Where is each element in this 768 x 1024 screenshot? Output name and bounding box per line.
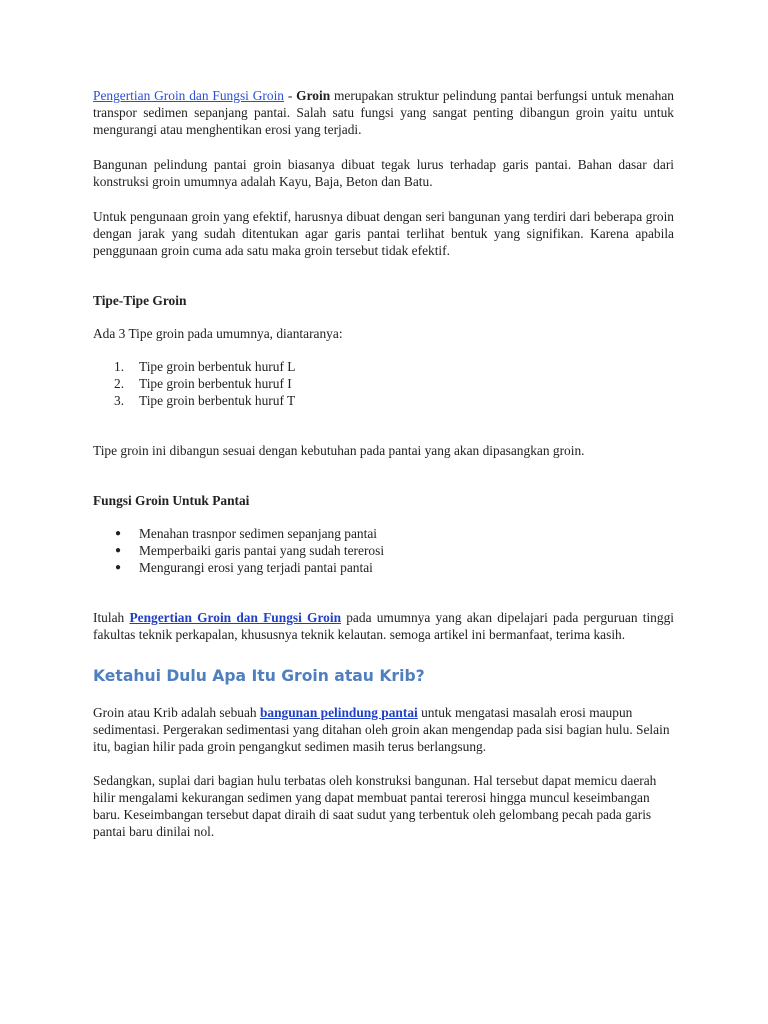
intro-rest: merupakan struktur pelindung pantai berfungsi untuk menahan transpor sedimen sepanjang pantai. Salah satu fungsi yang sangat penting dibangun groin yaitu untuk mengurangi atau menghentikan erosi yang terjadi. bbox=[93, 88, 674, 137]
definition-paragraph bbox=[93, 704, 674, 755]
closing-after: pada umumnya yang akan dipelajari pada perguruan tinggi fakultas teknik perkapalan, khususnya teknik kelautan. semoga artikel ini bermanfaat, terima kasih. bbox=[93, 610, 674, 642]
list-number: 3. bbox=[114, 393, 125, 408]
list-item bbox=[93, 375, 674, 392]
list-item-text: Tipe groin berbentuk huruf T bbox=[139, 393, 296, 408]
pengertian-groin-bold-link[interactable]: Pengertian Groin dan Fungsi Groin bbox=[129, 610, 342, 625]
tipe-outro: Tipe groin ini dibangun sesuai dengan kebutuhan pada pantai yang akan dipasangkan groin. bbox=[93, 443, 585, 458]
article-body bbox=[93, 87, 674, 840]
intro-bold-term: Groin bbox=[296, 88, 331, 103]
list-item bbox=[93, 542, 674, 559]
effectiveness-paragraph: Untuk pengunaan groin yang efektif, harusnya dibuat dengan seri bangunan yang terdiri dari beberapa groin dengan jarak yang sudah ditentukan agar garis pantai terlihat bentuk yang signifikan. Karena apabila penggunaan groin cuma ada satu maka groin tersebut tidak efektif. bbox=[93, 209, 674, 258]
tipe-intro: Ada 3 Tipe groin pada umumnya, diantaranya: bbox=[93, 326, 343, 341]
bullet-icon: ● bbox=[115, 562, 122, 573]
fungsi-list bbox=[93, 525, 674, 576]
intro-paragraph bbox=[93, 87, 674, 138]
definition-before: Groin atau Krib adalah sebuah bbox=[93, 705, 260, 720]
intro-dash: - bbox=[283, 88, 297, 103]
material-paragraph: Bangunan pelindung pantai groin biasanya dibuat tegak lurus terhadap garis pantai. Bahan dasar dari konstruksi groin umumnya adalah Kayu, Baja, Beton dan Batu. bbox=[93, 157, 674, 189]
list-item-text: Mengurangi erosi yang terjadi pantai pantai bbox=[139, 560, 373, 575]
list-number: 2. bbox=[114, 376, 125, 391]
bangunan-pelindung-link[interactable]: bangunan pelindung pantai bbox=[259, 705, 418, 720]
fungsi-heading: Fungsi Groin Untuk Pantai bbox=[93, 493, 250, 508]
section-heading: Ketahui Dulu Apa Itu Groin atau Krib? bbox=[93, 667, 425, 685]
list-number: 1. bbox=[114, 359, 125, 374]
definition-after: untuk mengatasi masalah erosi maupun sedimentasi. Pergerakan sedimentasi yang ditahan oleh groin akan mengendap pada sisi bagian hulu. Selain itu, bagian hilir pada groin pengangkut sedimen masih terus berlangsung. bbox=[93, 705, 670, 754]
list-item bbox=[93, 392, 674, 409]
bullet-icon: ● bbox=[115, 545, 122, 556]
bullet-icon: ● bbox=[115, 528, 122, 539]
list-item-text: Tipe groin berbentuk huruf L bbox=[139, 359, 296, 374]
list-item-text: Menahan trasnpor sedimen sepanjang pantai bbox=[139, 526, 377, 541]
list-item bbox=[93, 525, 674, 542]
list-item bbox=[93, 559, 674, 576]
supply-paragraph: Sedangkan, suplai dari bagian hulu terbatas oleh konstruksi bangunan. Hal tersebut dapat memicu daerah hilir mengalami kekurangan sedimen yang dapat membuat pantai tererosi hingga muncul keseimbangan baru. Keseimbangan tersebut dapat diraih di saat sudut yang terbentuk oleh gelombang pecah pada garis pantai baru dinilai nol. bbox=[93, 773, 657, 839]
list-item-text: Memperbaiki garis pantai yang sudah tererosi bbox=[139, 543, 385, 558]
tipe-list bbox=[93, 358, 674, 409]
list-item-text: Tipe groin berbentuk huruf I bbox=[139, 376, 292, 391]
tipe-heading: Tipe-Tipe Groin bbox=[93, 293, 187, 308]
pengertian-groin-link[interactable]: Pengertian Groin dan Fungsi Groin bbox=[93, 88, 284, 103]
closing-before: Itulah bbox=[93, 610, 130, 625]
closing-paragraph bbox=[93, 609, 674, 643]
list-item bbox=[93, 358, 674, 375]
